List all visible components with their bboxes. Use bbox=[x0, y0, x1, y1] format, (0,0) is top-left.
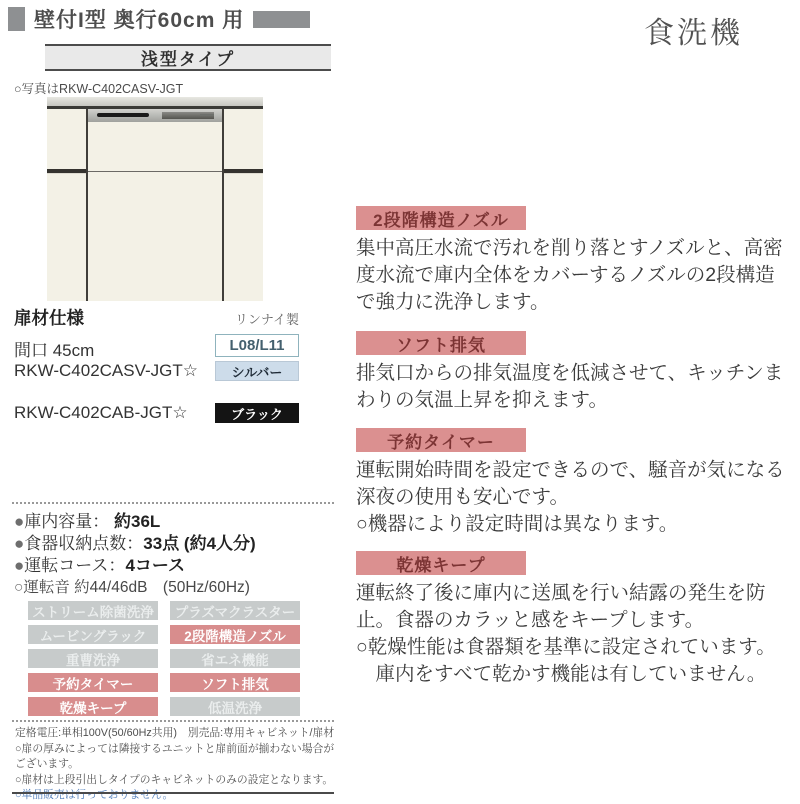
feature-badge-0: ストリーム除菌洗浄 bbox=[28, 601, 158, 620]
fine-print-line: 定格電圧:単相100V(50/60Hz共用) 別売品:専用キャビネット/扉材 bbox=[15, 727, 335, 739]
feature-section-timer bbox=[356, 428, 794, 538]
feature-badge-2: ムービングラック bbox=[28, 625, 158, 644]
fine-print-line: ○単品販売は行っておりません。 bbox=[15, 789, 174, 801]
cabinet-right-panel bbox=[222, 109, 263, 301]
section-body: 運転終了後に庫内に送風を行い結露の発生を防止。食器のカラッと感をキープします。 bbox=[356, 582, 766, 631]
type-banner bbox=[45, 44, 331, 71]
category-bar-icon bbox=[253, 11, 310, 28]
control-panel bbox=[88, 109, 222, 122]
bullet-icon: ● bbox=[14, 556, 25, 575]
product-photo bbox=[47, 97, 263, 301]
spec-value: 4コース bbox=[125, 556, 186, 575]
type-banner-label: 浅型タイプ bbox=[140, 50, 236, 69]
spec-label: 運転コース： bbox=[24, 556, 126, 575]
drawer-handle bbox=[224, 169, 263, 174]
dishwasher-front bbox=[88, 109, 222, 301]
feature-badge-4: 重曹洗浄 bbox=[28, 649, 158, 668]
section-body: 運転開始時間を設定できるので、騒音が気になる深夜の使用も安心です。 bbox=[356, 459, 785, 508]
spec-label: 運転音 約44/46dB (50Hz/60Hz) bbox=[23, 579, 250, 596]
spec-item-capacity bbox=[14, 511, 334, 533]
model-number-black: RKW-C402CAB-JGT☆ bbox=[14, 403, 188, 422]
category-square-icon bbox=[8, 7, 25, 31]
feature-badge-7: ソフト排気 bbox=[170, 673, 300, 692]
section-note: ○乾燥性能は食器類を基準に設定されています。庫内をすべて乾かす機能は有していません。 bbox=[356, 636, 776, 685]
section-title-badge: 乾燥キープ bbox=[356, 551, 526, 575]
fine-print-line: ○扉材は上段引出しタイプのキャビネットのみの設定となります。 bbox=[15, 773, 334, 786]
spec-item-noise bbox=[14, 577, 334, 599]
bullet-icon: ● bbox=[14, 512, 25, 531]
control-marks bbox=[200, 114, 214, 116]
model-number-silver: RKW-C402CASV-JGT☆ bbox=[14, 361, 199, 380]
section-title-badge: 予約タイマー bbox=[356, 428, 526, 452]
dotted-separator bbox=[12, 720, 334, 722]
feature-badge-8: 乾燥キープ bbox=[28, 697, 158, 716]
color-badge-black: ブラック bbox=[215, 403, 299, 423]
countertop bbox=[47, 97, 263, 109]
feature-section-nozzle bbox=[356, 206, 794, 316]
section-body: 排気口からの排気温度を低減させて、キッチンまわりの気温上昇を抑えます。 bbox=[356, 362, 784, 411]
feature-badge-9: 低温洗浄 bbox=[170, 697, 300, 716]
dotted-separator bbox=[12, 502, 334, 504]
drawer-handle bbox=[47, 169, 86, 174]
spec-value: 約36L bbox=[114, 512, 161, 531]
maker-label: リンナイ製 bbox=[234, 312, 299, 327]
category-header bbox=[8, 4, 310, 34]
bullet-icon: ● bbox=[14, 534, 25, 553]
bottom-rule bbox=[12, 792, 334, 794]
section-title-badge: ソフト排気 bbox=[356, 331, 526, 355]
spec-item-dishes bbox=[14, 533, 334, 555]
page-title: 食洗機 bbox=[644, 17, 743, 50]
feature-badge-1: プラズマクラスター bbox=[170, 601, 300, 620]
photo-caption: ○写真はRKW-C402CASV-JGT bbox=[14, 82, 184, 96]
width-label: 間口 45cm bbox=[14, 341, 95, 360]
door-spec-heading: 扉材仕様 bbox=[14, 308, 84, 328]
feature-badge-6: 予約タイマー bbox=[28, 673, 158, 692]
spec-item-courses bbox=[14, 555, 334, 577]
feature-section-dry-keep bbox=[356, 551, 794, 688]
cabinet-left-panel bbox=[47, 109, 88, 301]
spec-label: 食器収納点数： bbox=[24, 534, 144, 553]
feature-badge-5: 省エネ機能 bbox=[170, 649, 300, 668]
feature-badge-grid bbox=[28, 601, 300, 716]
section-body: 集中高圧水流で汚れを削り落とすノズルと、高密度水流で庫内全体をカバーするノズルの2段構造で強力に洗浄します。 bbox=[356, 237, 783, 313]
door-seam bbox=[88, 171, 222, 172]
spec-label: 庫内容量： bbox=[24, 512, 110, 531]
fine-print-line: ○扉の厚みによっては隣接するユニットと扉前面が揃わない場合がございます。 bbox=[15, 742, 335, 770]
bullet-icon: ○ bbox=[14, 579, 24, 596]
feature-badge-3: 2段階構造ノズル bbox=[170, 625, 300, 644]
door-spec-header bbox=[14, 305, 299, 330]
door-code-badge: L08/L11 bbox=[215, 334, 299, 357]
feature-section-soft-exhaust bbox=[356, 331, 794, 414]
spec-list bbox=[14, 511, 334, 599]
section-title-badge: 2段階構造ノズル bbox=[356, 206, 526, 230]
section-note: ○機器により設定時間は異なります。 bbox=[356, 513, 679, 535]
category-label: 壁付I型 奥行60cm 用 bbox=[34, 9, 245, 32]
spec-value: 33点 (約4人分) bbox=[143, 534, 256, 553]
control-buttons bbox=[97, 113, 149, 117]
color-badge-silver: シルバー bbox=[215, 361, 299, 381]
